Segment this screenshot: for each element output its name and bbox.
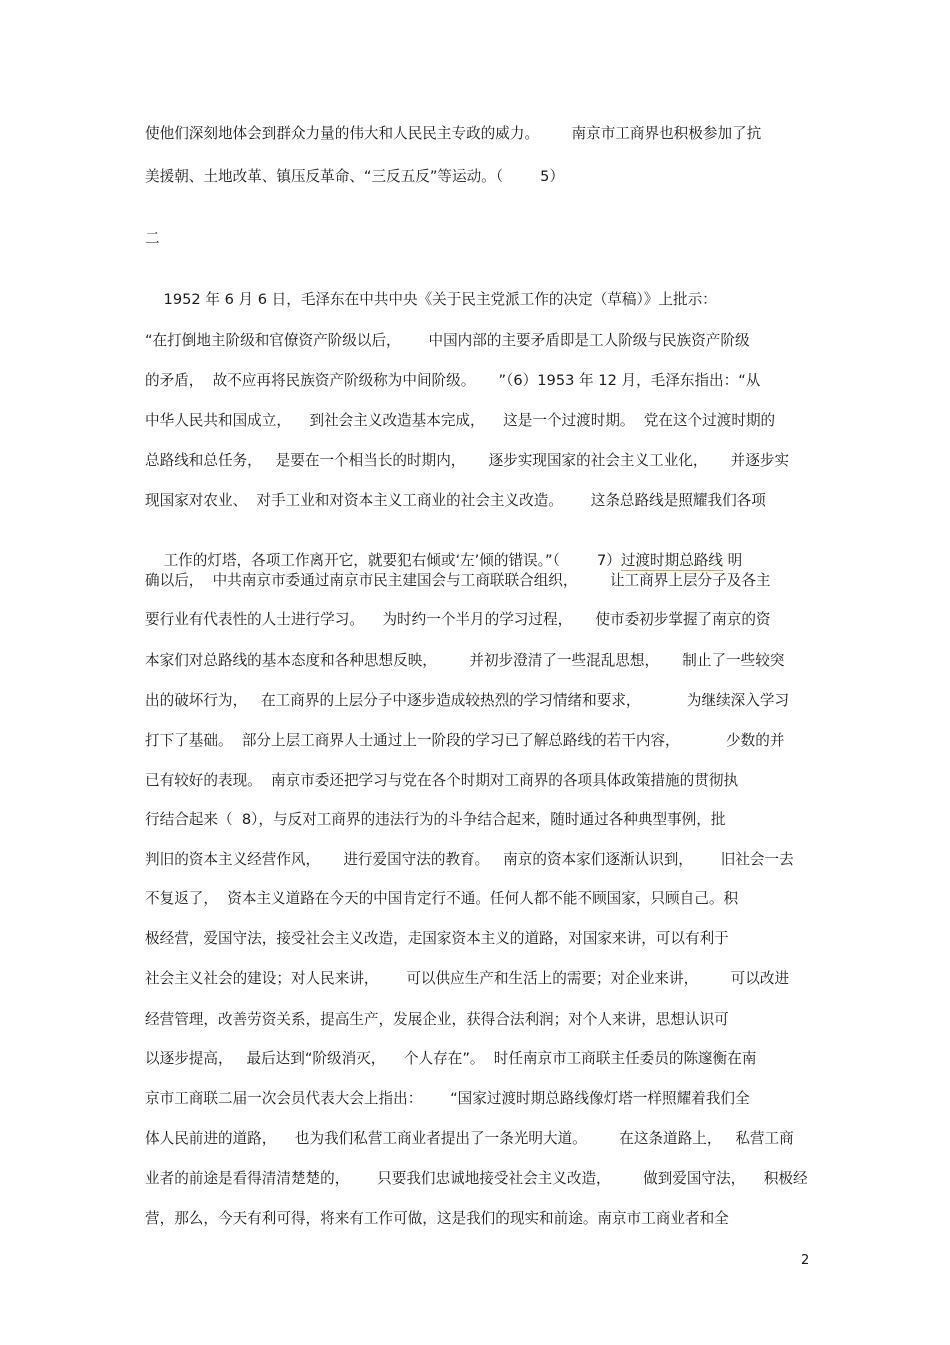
text-line: 确以后， 中共南京市委通过南京市民主建国会与工商联联合组织， 让工商界上层分子及各主 (145, 572, 771, 589)
text-line: 体人民前进的道路， 也为我们私营工商业者提出了一条光明大道。 在这条道路上， 私营工商 (145, 1130, 794, 1147)
text-line: 1952 年 6 月 6 日，毛泽东在中共中央《关于民主党派工作的决定（草稿）》上批示： (145, 291, 717, 308)
text-line: 业者的前途是看得清清楚楚的， 只要我们忠诚地接受社会主义改造， 做到爱国守法， 积极经 (145, 1170, 808, 1187)
page-number: 2 (801, 1253, 810, 1268)
text-line: 京市工商联二届一次会员代表大会上指出： “国家过渡时期总路线像灯塔一样照耀着我们全 (145, 1090, 750, 1107)
text-line: 营，那么，今天有利可得，将来有工作可做，这是我们的现实和前途。南京市工商业者和全 (145, 1210, 729, 1227)
text-line: 使他们深刻地体会到群众力量的伟大和人民民主专政的威力。 南京市工商界也积极参加了抗 (145, 125, 762, 142)
text-line: 经营管理，改善劳资关系，提高生产，发展企业，获得合法利润；对个人来讲，思想认识可 (145, 1011, 729, 1028)
section-heading: 二 (145, 230, 160, 247)
text-line: 总路线和总任务， 是要在一个相当长的时期内， 逐步实现国家的社会主义工业化， 并逐步实 (145, 452, 790, 469)
text-segment: 明 (723, 552, 743, 569)
text-line: 已有较好的表现。 南京市委还把学习与党在各个时期对工商界的各项具体政策措施的贯彻执 (145, 772, 739, 789)
text-line: 以逐步提高， 最后达到“阶级消灭， 个人存在”。 时任南京市工商联主任委员的陈邃衡在南 (145, 1050, 757, 1067)
text-line: 不复返了， 资本主义道路在今天的中国肯定行不通。任何人都不能不顾国家，只顾自己。积 (145, 890, 739, 907)
text-line: 行结合起来（ 8），与反对工商界的违法行为的斗争结合起来，随时通过各种典型事例，批 (145, 811, 726, 828)
text-line: 美援朝、土地改革、镇压反革命、“三反五反”等运动。（ 5） (145, 168, 565, 185)
text-line: 现国家对农业、 对手工业和对资本主义工商业的社会主义改造。 这条总路线是照耀我们各项 (145, 492, 766, 509)
underlined-phrase: 过渡时期总路线 (620, 552, 723, 569)
text-line: 出的破坏行为， 在工商界的上层分子中逐步造成较热烈的学习情绪和要求， 为继续深入学习 (145, 692, 790, 709)
text-line: 社会主义社会的建设；对人民来讲， 可以供应生产和生活上的需要；对企业来讲， 可以改进 (145, 970, 790, 987)
text-line: 打下了基础。 部分上层工商界人士通过上一阶段的学习已了解总路线的若干内容， 少数的并 (145, 732, 785, 749)
text-line: “在打倒地主阶级和官僚资产阶级以后， 中国内部的主要矛盾即是工人阶级与民族资产阶级 (145, 332, 750, 349)
text-line: 要行业有代表性的人士进行学习。 为时约一个半月的学习过程， 使市委初步掌握了南京的资 (145, 611, 771, 628)
text-line: 本家们对总路线的基本态度和各种思想反映， 并初步澄清了一些混乱思想， 制止了一些较突 (145, 652, 785, 669)
text-line: 中华人民共和国成立， 到社会主义改造基本完成， 这是一个过渡时期。 党在这个过渡时期的 (145, 412, 776, 429)
text-line: 的矛盾， 故不应再将民族资产阶级称为中间阶级。 ”（6）1953 年 12 月，毛泽东指出：“从 (145, 372, 761, 389)
text-line: 极经营，爱国守法，接受社会主义改造，走国家资本主义的道路，对国家来讲，可以有利于 (145, 930, 729, 947)
text-segment: 工作的灯塔，各项工作离开它，就要犯右倾或‘左’倾的错误。”（ 7） (163, 552, 621, 569)
text-line: 判旧的资本主义经营作风， 进行爱国守法的教育。 南京的资本家们逐渐认识到， 旧社会一去 (145, 851, 794, 868)
